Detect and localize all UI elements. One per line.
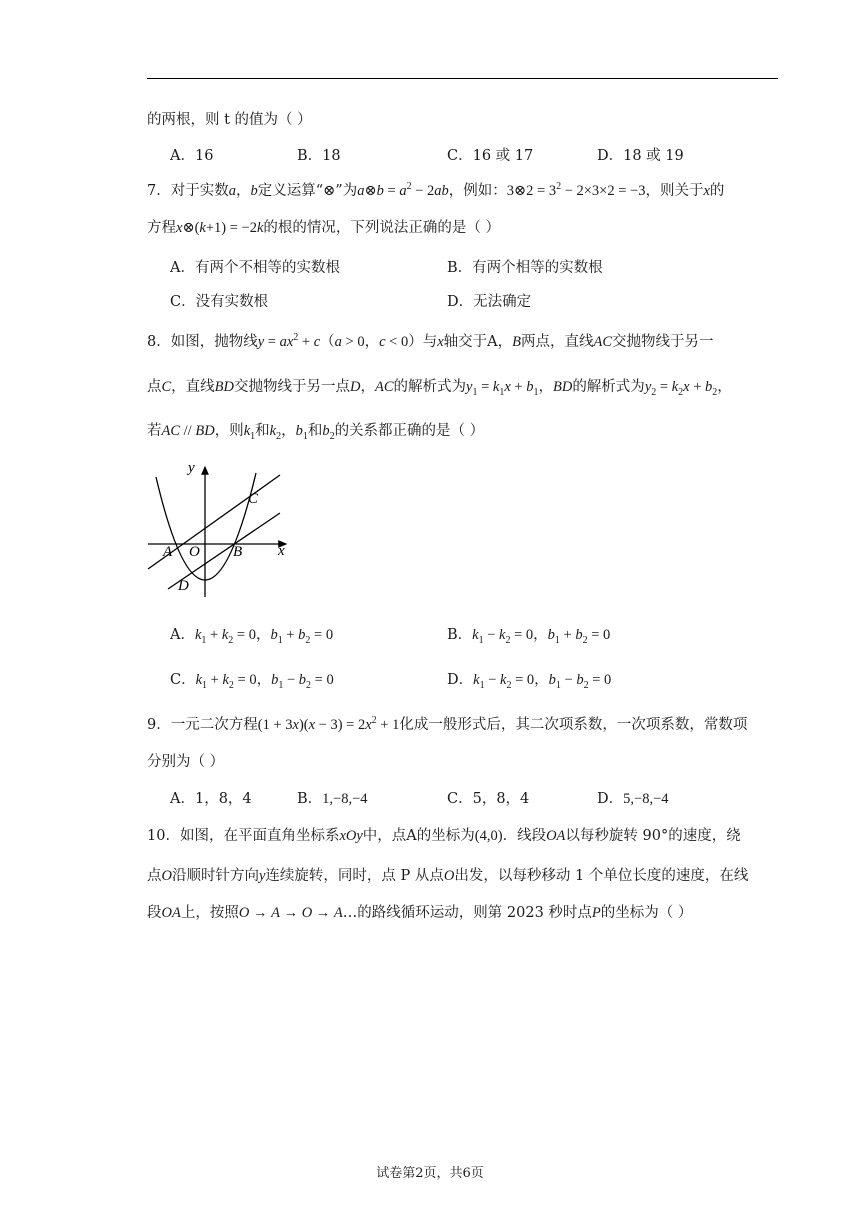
q8-stem-line2: 点C，直线BD交抛物线于另一点D，AC的解析式为$y_1 = k_1x + b_1$，BD的解析式为$y_2 = k_2x + b_2$，: [147, 379, 732, 398]
q10-stem-line1: 10．如图，在平面直角坐标系xOy中，点A的坐标为(4,0)．线段OA以每秒旋转 90°的速度，绕: [147, 828, 741, 844]
q8-stem-line1: 8．如图，抛物线$y = ax^2 + c(a > 0$，c < 0）与x轴交于A，B两点，直线AC交抛物线于另一: [147, 332, 714, 350]
page-footer: 试卷第2页，共6页: [376, 1166, 484, 1181]
q10-stem-line3: 段OA上，按照O → A → O → A…的路线循环运动，则第 2023 秒时点P的坐标为（ ）: [147, 905, 693, 921]
q6-option-c[interactable]: C．16 或 17: [447, 148, 534, 164]
label-c: C: [248, 491, 259, 507]
q7-stem-line2: 方程x⊗(k+1) = −2k的根的情况，下列说法正确的是（ ）: [147, 220, 501, 236]
q7-option-d[interactable]: D．无法确定: [447, 294, 532, 310]
q9-option-c[interactable]: C．5，8，4: [447, 791, 530, 807]
q10-stem-line2: 点O沿顺时针方向y连续旋转，同时，点 P 从点O出发，以每秒移动 1 个单位长度的速度，在线: [147, 868, 749, 884]
header-rule: [147, 78, 778, 79]
q9-stem-line2: 分别为（ ）: [147, 754, 225, 770]
label-x: x: [278, 543, 285, 559]
q9-option-a[interactable]: A．1，8，4: [170, 791, 252, 807]
q8-figure: [140, 455, 300, 610]
label-b: B: [233, 544, 243, 560]
q8-option-a[interactable]: A．$k_1 + k_2 = 0$，$b_1 + b_2 = 0$: [170, 627, 334, 646]
q8-option-c[interactable]: C．$k_1 + k_2 = 0$，$b_1 - b_2 = 0$: [170, 672, 334, 691]
q8-stem-line3: 若AC // BD，则$k_1$和$k_2$，$b_1$和$b_2$的关系都正确的是（ ）: [147, 423, 485, 442]
label-a: A: [163, 544, 173, 560]
q7-option-c[interactable]: C．没有实数根: [170, 294, 269, 310]
q6-option-d[interactable]: D．18 或 19: [597, 148, 684, 164]
q8-option-d[interactable]: D．$k_1 - k_2 = 0$，$b_1 - b_2 = 0$: [447, 672, 612, 691]
q7-option-a[interactable]: A．有两个不相等的实数根: [170, 260, 340, 276]
q7-stem-line1: 7．对于实数a，b定义运算“⊗”为a⊗b = $a^2 - 2ab$，例如：3⊗2 = $3^2 - 2\times 3\times 2 = -3$，则关于x的: [147, 181, 725, 199]
q6-stem: 的两根，则 t 的值为（ ）: [147, 112, 312, 128]
q6-option-b[interactable]: B．18: [297, 148, 341, 164]
q8-option-b[interactable]: B．$k_1 - k_2 = 0$，$b_1 + b_2 = 0$: [447, 627, 611, 646]
q6-option-a[interactable]: A．16: [170, 148, 214, 164]
q9-option-b[interactable]: B．1,−8,−4: [297, 791, 368, 807]
label-o: O: [189, 544, 200, 560]
q9-option-d[interactable]: D．5,−8,−4: [597, 791, 669, 807]
label-y: y: [188, 460, 195, 476]
q9-stem-line1: 9．一元二次方程$(1 + 3x)(x - 3) = 2x^2 + 1$化成一般形式后，其二次项系数，一次项系数，常数项: [147, 715, 748, 733]
q7-option-b[interactable]: B．有两个相等的实数根: [447, 260, 603, 276]
label-d: D: [178, 578, 189, 594]
